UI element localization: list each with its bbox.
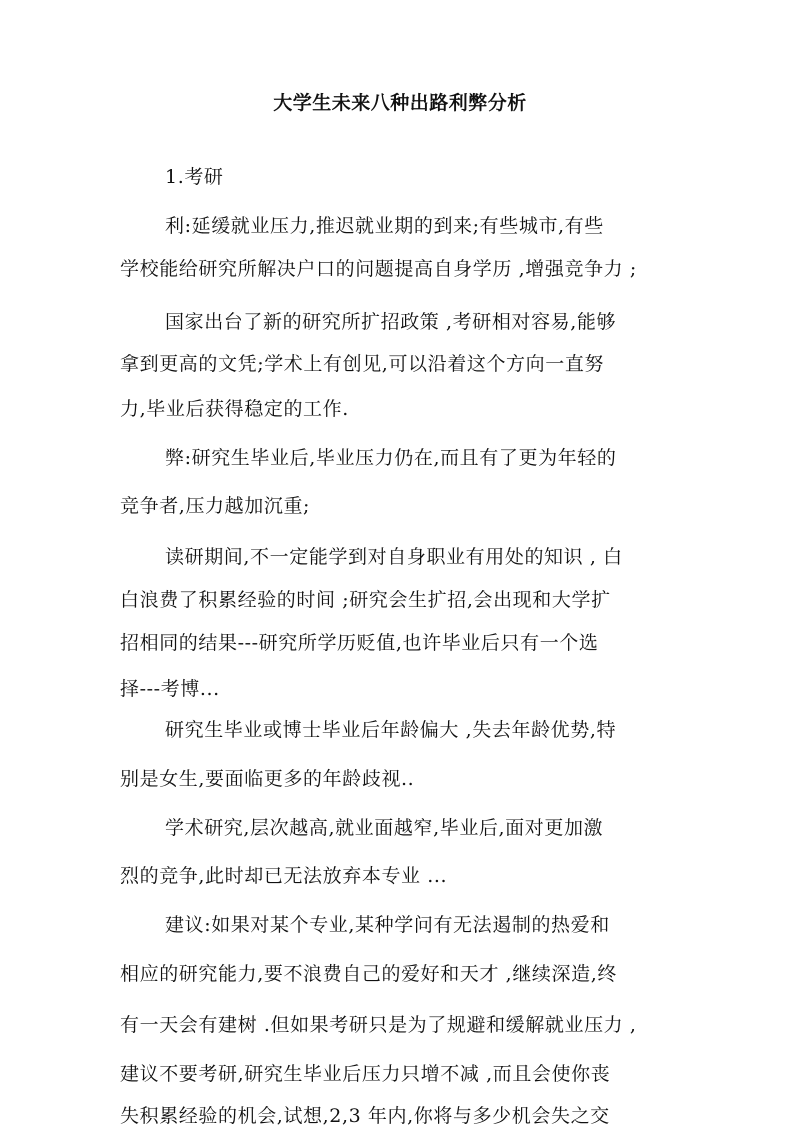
text-line: 相应的研究能力,要不浪费自己的爱好和天才 ,继续深造,终 [120,963,617,985]
text-line: 弊:研究生毕业后,毕业压力仍在,而且有了更为年轻的 [165,447,617,469]
text-line: 建议不要考研,研究生毕业后压力只增不减 ,而且会使你丧 [120,1063,611,1085]
text-line: 学校能给研究所解决户口的问题提高自身学历 ,增强竞争力 ; [120,258,637,280]
text-line: 竞争者,压力越加沉重; [120,495,311,517]
text-line: 烈的竞争,此时却已无法放弃本专业 ... [120,865,448,887]
text-line: 招相同的结果---研究所学历贬值,也许毕业后只有一个选 [120,632,599,654]
text-line: 拿到更高的文凭;学术上有创见,可以沿着这个方向一直努 [120,353,605,375]
section-heading: 1.考研 [165,166,224,188]
text-line: 利:延缓就业压力,推迟就业期的到来;有些城市,有些 [165,215,604,237]
text-line: 力,毕业后获得稳定的工作. [120,398,349,420]
text-line: 有一天会有建树 .但如果考研只是为了规避和缓解就业压力 , [120,1014,637,1036]
text-line: 学术研究,层次越高,就业面越窄,毕业后,面对更加激 [165,817,604,839]
text-line: 读研期间,不一定能学到对自身职业有用处的知识 , 白 [165,546,623,568]
document-title: 大学生未来八种出路利弊分析 [273,92,527,114]
text-line: 建议:如果对某个专业,某种学问有无法遏制的热爱和 [165,914,610,936]
text-line: 国家出台了新的研究所扩招政策 ,考研相对容易,能够 [165,311,617,333]
text-line: 失积累经验的机会,试想,2,3 年内,你将与多少机会失之交 [120,1105,610,1127]
text-line: 别是女生,要面临更多的年龄歧视.. [120,768,415,790]
text-line: 择---考博... [120,678,220,700]
text-line: 白浪费了积累经验的时间 ;研究会生扩招,会出现和大学扩 [120,589,611,611]
text-line: 研究生毕业或博士毕业后年龄偏大 ,失去年龄优势,特 [165,719,617,741]
